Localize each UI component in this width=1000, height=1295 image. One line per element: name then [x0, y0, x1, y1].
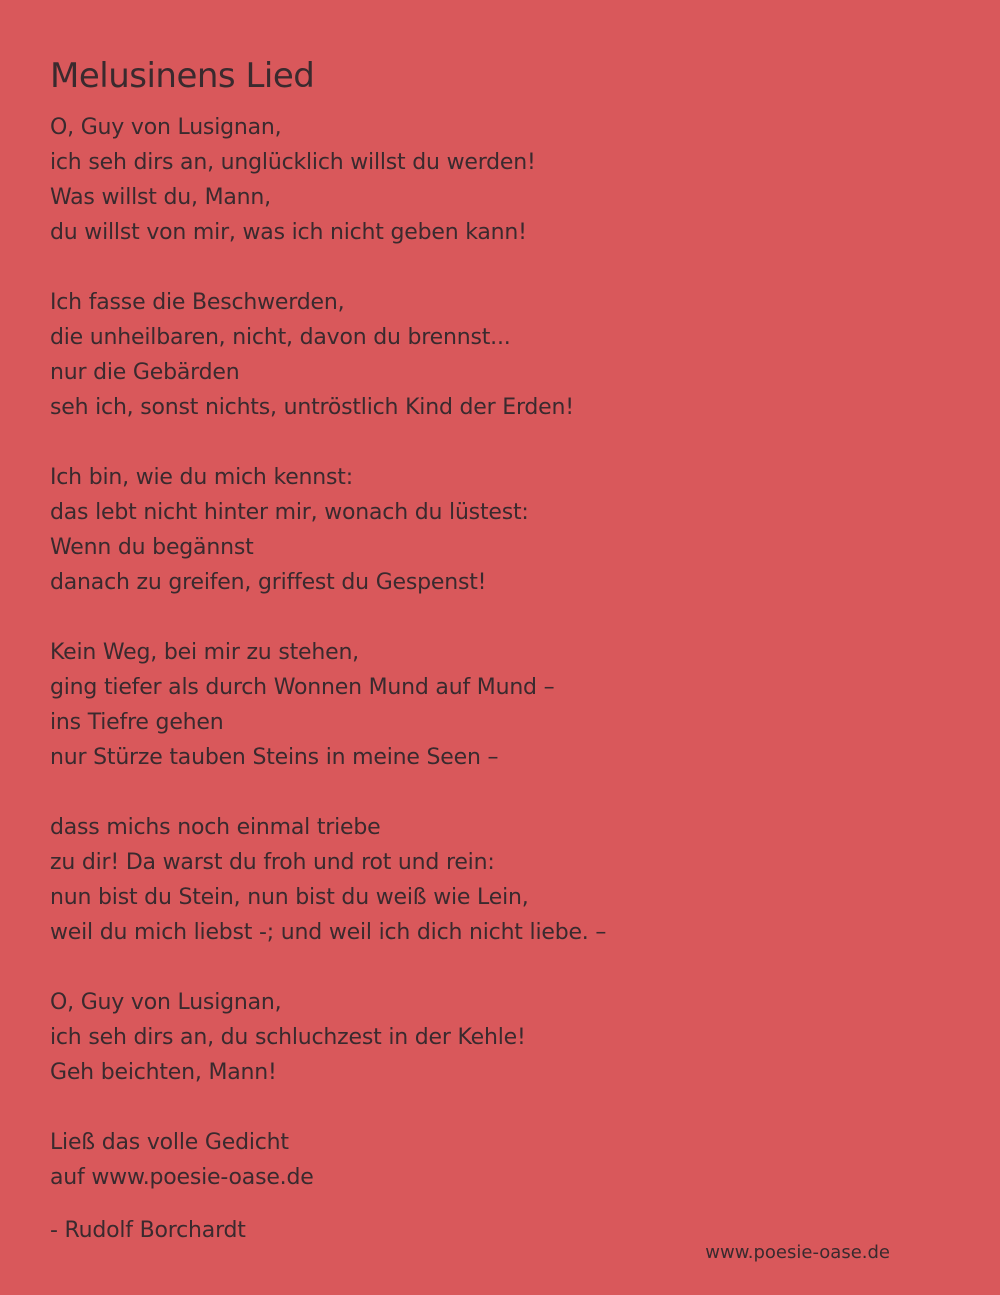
- poem-author: - Rudolf Borchardt: [50, 1218, 246, 1243]
- stanza: [50, 110, 950, 250]
- poem-line: ging tiefer als durch Wonnen Mund auf Mund –: [50, 675, 555, 700]
- poem-line: nur Stürze tauben Steins in meine Seen –: [50, 745, 499, 770]
- stanza: [50, 810, 950, 950]
- poem-line: Ich bin, wie du mich kennst:: [50, 465, 353, 490]
- poem-line: du willst von mir, was ich nicht geben kann!: [50, 220, 527, 245]
- poem-title: Melusinens Lied: [50, 56, 315, 96]
- read-more-link-line: auf www.poesie-oase.de: [50, 1165, 314, 1190]
- poem-line: seh ich, sonst nichts, untröstlich Kind der Erden!: [50, 395, 574, 420]
- read-more-note: [50, 1125, 950, 1195]
- poem-line: nur die Gebärden: [50, 360, 240, 385]
- stanza: [50, 635, 950, 775]
- poem-line: Was willst du, Mann,: [50, 185, 271, 210]
- poem-line: Ich fasse die Beschwerden,: [50, 290, 345, 315]
- poem-line: ich seh dirs an, du schluchzest in der Kehle!: [50, 1025, 526, 1050]
- poem-line: nun bist du Stein, nun bist du weiß wie Lein,: [50, 885, 529, 910]
- poem-line: danach zu greifen, griffest du Gespenst!: [50, 570, 487, 595]
- poem-line: O, Guy von Lusignan,: [50, 115, 282, 140]
- poem-body: [50, 110, 950, 1230]
- poem-line: zu dir! Da warst du froh und rot und rein:: [50, 850, 495, 875]
- poem-line: Wenn du begännst: [50, 535, 254, 560]
- site-watermark: www.poesie-oase.de: [705, 1242, 890, 1263]
- poem-line: Kein Weg, bei mir zu stehen,: [50, 640, 359, 665]
- poem-line: ins Tiefre gehen: [50, 710, 224, 735]
- poem-line: Geh beichten, Mann!: [50, 1060, 277, 1085]
- stanza: [50, 285, 950, 425]
- stanza: [50, 460, 950, 600]
- poem-line: weil du mich liebst -; und weil ich dich nicht liebe. –: [50, 920, 607, 945]
- read-more-line: Ließ das volle Gedicht: [50, 1130, 289, 1155]
- poem-line: dass michs noch einmal triebe: [50, 815, 381, 840]
- poem-line: das lebt nicht hinter mir, wonach du lüstest:: [50, 500, 529, 525]
- poem-line: die unheilbaren, nicht, davon du brennst...: [50, 325, 511, 350]
- stanza: [50, 985, 950, 1090]
- poem-line: O, Guy von Lusignan,: [50, 990, 282, 1015]
- poem-line: ich seh dirs an, unglücklich willst du werden!: [50, 150, 536, 175]
